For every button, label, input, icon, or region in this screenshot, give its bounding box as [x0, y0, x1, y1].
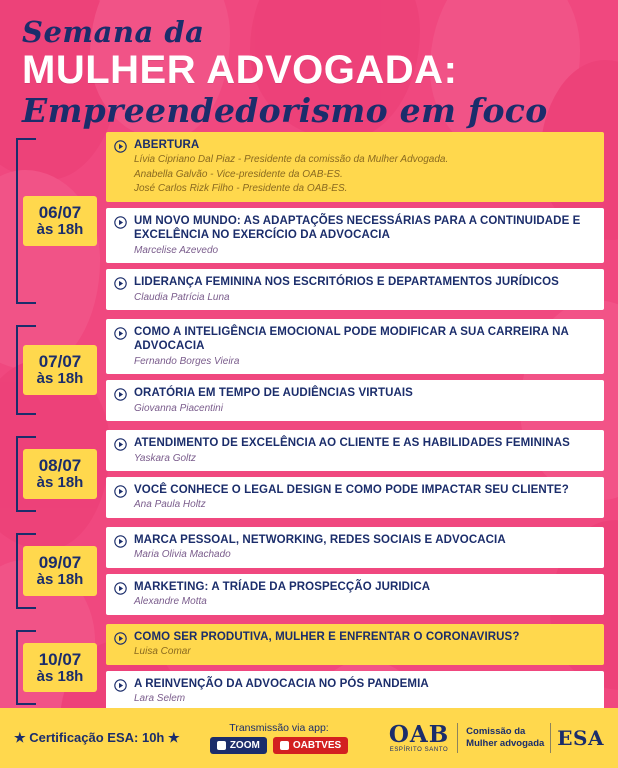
- talk-item[interactable]: [106, 319, 604, 374]
- video-camera-icon: [217, 741, 226, 750]
- talk-title: ORATÓRIA EM TEMPO DE AUDIÊNCIAS VIRTUAIS: [134, 387, 413, 400]
- commission-logo: [466, 723, 604, 753]
- talk-text: [134, 214, 594, 257]
- talk-speaker: Lívia Cipriano Dal Piaz - Presidente da comissão da Mulher Advogada.: [134, 154, 449, 166]
- date-column: [14, 430, 106, 518]
- commission-line-2: Mulher advogada: [466, 738, 545, 749]
- play-circle-icon: [114, 485, 127, 503]
- talks-column: [106, 624, 604, 712]
- date-column: [14, 132, 106, 310]
- schedule-day-group: [14, 319, 604, 421]
- bracket-connector: [16, 325, 36, 415]
- app-label-oabtves: OABTVES: [292, 740, 342, 751]
- schedule-list: [0, 130, 618, 706]
- bracket-connector: [16, 436, 36, 512]
- talk-speaker: Ana Paula Holtz: [134, 499, 206, 511]
- talk-title: COMO A INTELIGÊNCIA EMOCIONAL PODE MODIFICAR A SUA CARREIRA NA ADVOCACIA: [134, 326, 569, 353]
- date-label: 07/07: [38, 352, 82, 372]
- talks-column: [106, 319, 604, 421]
- oab-wordmark: OAB: [388, 721, 450, 748]
- bracket-connector: [16, 533, 36, 609]
- talk-title: UM NOVO MUNDO: AS ADAPTAÇÕES NECESSÁRIAS PARA A CONTINUIDADE E EXCELÊNCIA NO EXERCÍCIO DA ADVOCACIA: [134, 214, 581, 242]
- talk-speaker: Anabella Galvão - Vice-presidente da OAB-ES.: [134, 168, 343, 180]
- talk-speaker: Luisa Comar: [134, 646, 191, 657]
- title-line-1: Semana da: [22, 15, 205, 49]
- play-circle-icon: [114, 388, 127, 406]
- talk-speaker: Marcelise Azevedo: [134, 244, 219, 256]
- time-label: às 18h: [36, 570, 84, 588]
- talk-title: A REINVENÇÃO DA ADVOCACIA NO PÓS PANDEMIA: [134, 677, 429, 690]
- talk-text: [134, 580, 430, 609]
- esa-wordmark: ESA: [557, 726, 604, 750]
- talk-item[interactable]: [106, 208, 604, 263]
- app-chip-oabtves[interactable]: [273, 737, 348, 754]
- bracket-connector: [16, 138, 36, 304]
- talk-text: [134, 436, 570, 465]
- talk-item[interactable]: [106, 269, 604, 310]
- logo-group: [364, 723, 604, 753]
- play-square-icon: [280, 741, 289, 750]
- talk-title: MARKETING: A TRÍADE DA PROSPECÇÃO JURIDICA: [134, 580, 431, 593]
- talk-speaker: Maria Olivia Machado: [134, 549, 231, 561]
- talk-text: [134, 325, 594, 368]
- bracket-connector: [16, 630, 36, 706]
- talk-item[interactable]: [106, 527, 604, 568]
- talk-text: [134, 483, 569, 512]
- talk-item[interactable]: [106, 574, 604, 615]
- title-line-3: Empreendedorismo em foco: [22, 91, 548, 130]
- play-circle-icon: [114, 277, 127, 295]
- talk-speaker: Giovanna Piacentini: [134, 402, 223, 414]
- oab-subtitle: ESPÍRITO SANTO: [389, 747, 449, 753]
- commission-text: [466, 726, 544, 750]
- talk-speaker: Yaskara Goltz: [134, 452, 197, 464]
- talks-column: [106, 430, 604, 518]
- talks-column: [106, 132, 604, 310]
- date-label: 08/07: [38, 456, 82, 476]
- play-circle-icon: [114, 438, 127, 456]
- schedule-day-group: [14, 430, 604, 518]
- schedule-day-group: [14, 527, 604, 615]
- date-column: [14, 527, 106, 615]
- date-column: [14, 319, 106, 421]
- play-circle-icon: [114, 216, 127, 234]
- time-label: às 18h: [36, 474, 84, 492]
- talk-text: [134, 386, 413, 415]
- talk-text: [134, 138, 448, 196]
- talk-item[interactable]: [106, 671, 604, 712]
- talk-text: [134, 275, 559, 304]
- talk-title: ABERTURA: [134, 139, 200, 151]
- poster-footer: [0, 708, 618, 768]
- date-label: 09/07: [38, 552, 82, 572]
- talk-item[interactable]: [106, 624, 604, 665]
- certification-label: ★ Certificação ESA: 10h ★: [14, 730, 180, 745]
- talk-speaker: Alexandre Motta: [134, 596, 207, 608]
- poster-header: [0, 0, 618, 130]
- play-circle-icon: [114, 327, 127, 345]
- time-label: às 18h: [36, 221, 84, 239]
- time-label: às 18h: [36, 370, 84, 388]
- talk-speaker: Lara Selem: [134, 692, 186, 704]
- date-column: [14, 624, 106, 712]
- talk-title: VOCÊ CONHECE O LEGAL DESIGN E COMO PODE IMPACTAR SEU CLIENTE?: [134, 484, 569, 496]
- talk-text: [134, 630, 519, 659]
- date-label: 10/07: [38, 649, 82, 669]
- talk-text: [134, 533, 506, 562]
- talk-title: MARCA PESSOAL, NETWORKING, REDES SOCIAIS E ADVOCACIA: [134, 533, 506, 546]
- talk-title: ATENDIMENTO DE EXCELÊNCIA AO CLIENTE E AS HABILIDADES FEMININAS: [134, 437, 570, 450]
- divider: [550, 723, 551, 753]
- talk-item[interactable]: [106, 430, 604, 471]
- talk-speaker: Claudia Patrícia Luna: [134, 291, 230, 303]
- app-chip-zoom[interactable]: [210, 737, 267, 754]
- schedule-day-group: [14, 132, 604, 310]
- transmission-label: Transmissão via app:: [229, 722, 329, 734]
- play-circle-icon: [114, 140, 127, 158]
- commission-line-1: Comissão da: [466, 726, 526, 738]
- title-line-2: MULHER ADVOGADA:: [22, 48, 458, 92]
- schedule-day-group: [14, 624, 604, 712]
- talk-item[interactable]: [106, 132, 604, 202]
- date-label: 06/07: [38, 203, 82, 223]
- play-circle-icon: [114, 679, 127, 697]
- talks-column: [106, 527, 604, 615]
- talk-title: COMO SER PRODUTIVA, MULHER E ENFRENTAR O CORONAVIRUS?: [134, 630, 520, 643]
- app-label-zoom: ZOOM: [229, 740, 260, 751]
- play-circle-icon: [114, 632, 127, 650]
- play-circle-icon: [114, 535, 127, 553]
- talk-speaker: Fernando Borges Vieira: [134, 355, 240, 367]
- time-label: às 18h: [36, 667, 84, 685]
- talk-speaker: José Carlos Rizk Filho - Presidente da OAB-ES.: [134, 183, 348, 195]
- oab-logo: [389, 723, 449, 753]
- talk-item[interactable]: [106, 380, 604, 421]
- transmission-block: [204, 722, 354, 754]
- talk-text: [134, 677, 429, 706]
- talk-title: LIDERANÇA FEMININA NOS ESCRITÓRIOS E DEPARTAMENTOS JURÍDICOS: [134, 276, 559, 289]
- talk-item[interactable]: [106, 477, 604, 518]
- divider: [457, 723, 458, 753]
- play-circle-icon: [114, 582, 127, 600]
- app-list: [204, 737, 354, 754]
